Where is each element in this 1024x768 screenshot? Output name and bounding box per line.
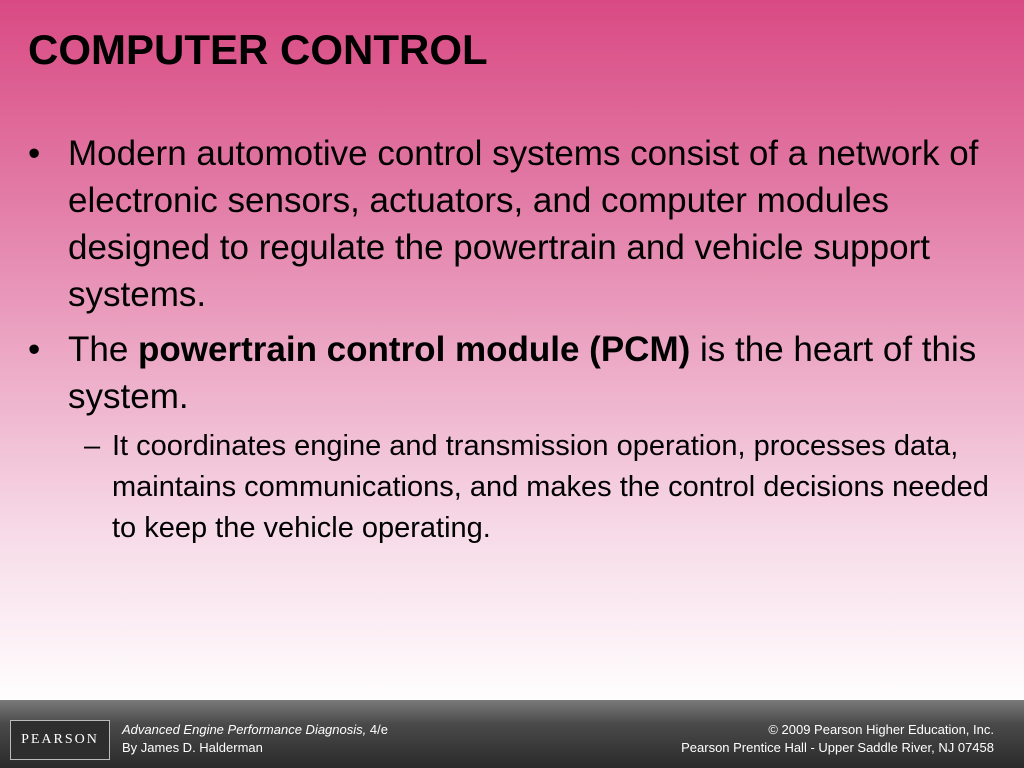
copyright-text: © 2009 Pearson Higher Education, Inc. [768, 722, 994, 737]
pearson-logo: PEARSON [10, 720, 110, 760]
book-edition: 4/e [366, 722, 388, 737]
bullet-text-bold: powertrain control module (PCM) [138, 330, 691, 369]
book-title: Advanced Engine Performance Diagnosis, [122, 722, 367, 737]
sub-bullet-item [28, 426, 998, 549]
sub-bullet-text: It coordinates engine and transmission operation, processes data, maintains communications, and makes the control decisions needed to keep the vehicle operating. [112, 430, 989, 544]
bullet-mark: • [28, 134, 41, 173]
bullet-item [28, 130, 998, 318]
book-author: By James D. Halderman [122, 740, 263, 755]
bullet-text-post: is the heart of this system. [68, 330, 977, 416]
bullet-text-pre: The [68, 330, 139, 369]
copyright-info [681, 721, 994, 757]
slide-body [28, 130, 998, 549]
footer-bar [0, 700, 1024, 768]
book-info [122, 721, 388, 757]
publisher-text: Pearson Prentice Hall - Upper Saddle River, NJ 07458 [681, 740, 994, 755]
bullet-text: Modern automotive control systems consist of a network of electronic sensors, actuators, and computer modules designed to regulate the powertrain and vehicle support systems. [68, 134, 979, 314]
slide-title: COMPUTER CONTROL [28, 26, 488, 73]
sub-bullet-mark: – [84, 430, 101, 462]
bullet-item [28, 326, 998, 420]
bullet-mark: • [28, 330, 41, 369]
